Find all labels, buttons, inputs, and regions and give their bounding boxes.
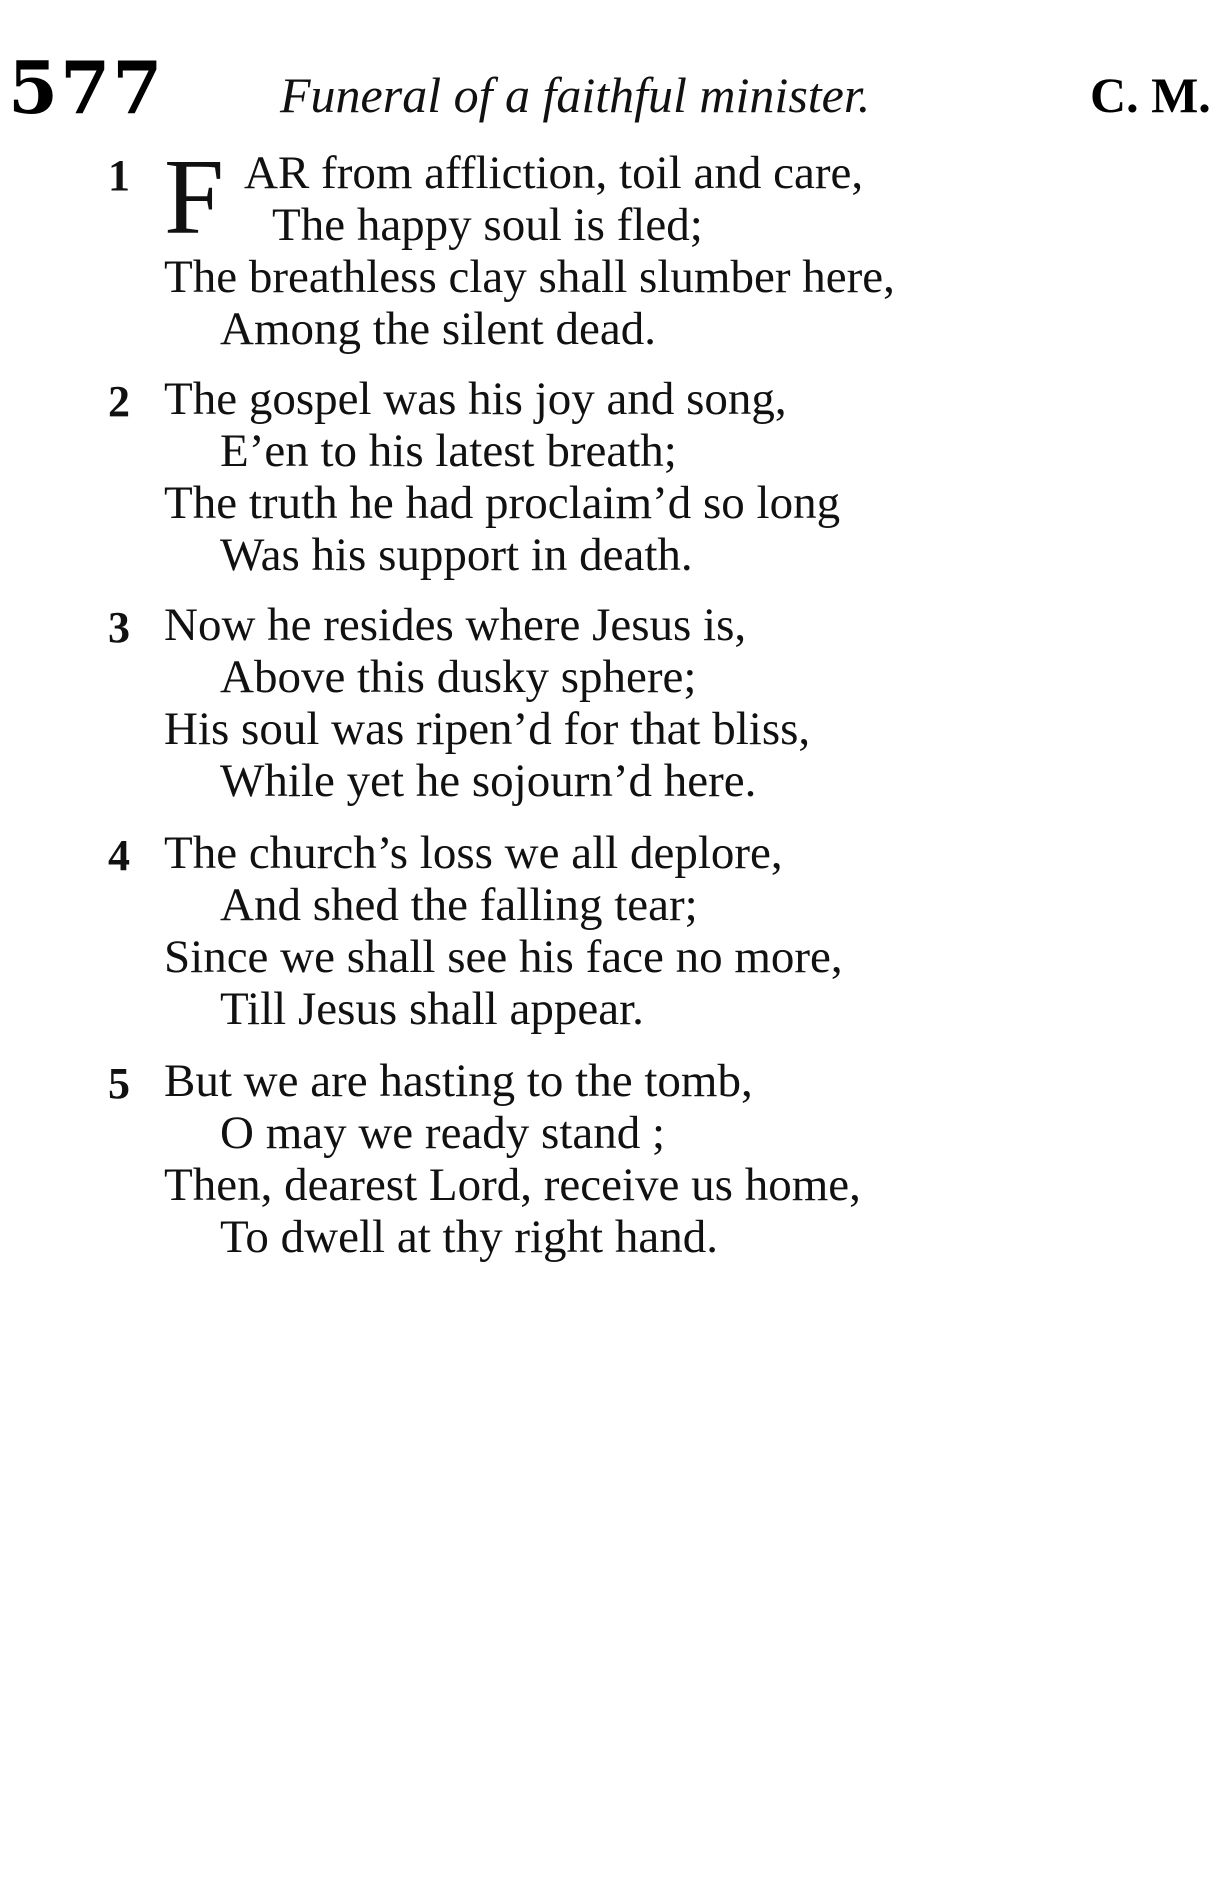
hymn-meter: C. M.: [1090, 67, 1211, 123]
stanza-line: AR from affliction, toil and care,: [244, 147, 864, 199]
drop-cap: F: [164, 138, 225, 257]
stanza-line: While yet he sojourn’d here.: [220, 755, 757, 807]
stanza-line: Till Jesus shall appear.: [220, 983, 644, 1035]
stanza-line: To dwell at thy right hand.: [220, 1211, 718, 1263]
stanza-line: Since we shall see his face no more,: [164, 931, 843, 983]
stanza-line: Then, dearest Lord, receive us home,: [164, 1159, 861, 1211]
stanza-line: The happy soul is fled;: [272, 199, 703, 251]
stanza-number: 2: [108, 377, 130, 426]
stanza-number: 5: [108, 1059, 130, 1108]
stanza-line: The truth he had proclaim’d so long: [164, 477, 841, 529]
stanza-line: His soul was ripen’d for that bliss,: [164, 703, 811, 755]
hymn-number: 577: [8, 45, 165, 130]
hymn-title: Funeral of a faithful minister.: [280, 67, 871, 123]
stanza-line: Among the silent dead.: [220, 303, 656, 355]
stanza-line: O may we ready stand ;: [220, 1107, 666, 1159]
stanza-line: Now he resides where Jesus is,: [164, 599, 747, 651]
stanza-line: The breathless clay shall slumber here,: [164, 251, 895, 303]
stanza-line: The gospel was his joy and song,: [164, 373, 787, 425]
stanza-line: Was his support in death.: [220, 529, 693, 581]
stanza-number: 3: [108, 603, 130, 652]
stanza-line: Above this dusky sphere;: [220, 651, 697, 703]
stanza-number: 4: [108, 831, 130, 880]
stanza-line: And shed the falling tear;: [220, 879, 698, 931]
stanza-line: The church’s loss we all deplore,: [164, 827, 783, 879]
stanza-line: But we are hasting to the tomb,: [164, 1055, 753, 1107]
stanza-number: 1: [108, 151, 130, 200]
stanza-line: E’en to his latest breath;: [220, 425, 677, 477]
